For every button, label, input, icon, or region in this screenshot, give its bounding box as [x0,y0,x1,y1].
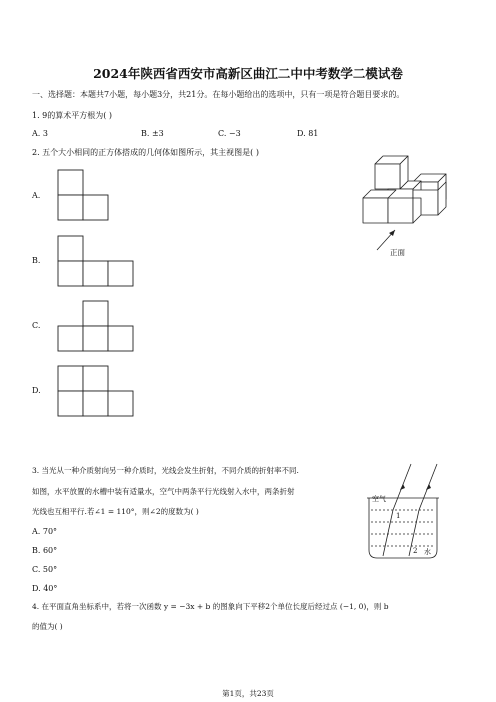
q2-option-d-label: D. [32,386,41,395]
q2-option-c-label: C. [32,321,41,330]
page-title: 2024年陕西省西安市高新区曲江二中中考数学二模试卷 [93,66,403,81]
section-heading: 一、选择题：本题共7小题，每小题3分，共21分。在每小题给出的选项中，只有一项是符合题目要求的。 [32,90,405,99]
q3-air-label: 空气 [372,495,386,503]
q1-option-b: B. ±3 [141,129,164,138]
question-1-stem: 1. 9的算术平方根为( ) [32,111,113,120]
q3-option-d: D. 40° [32,584,58,593]
question-3-line-1: 3. 当光从一种介质射向另一种介质时，光线会发生折射，不同介质的折射率不同. [32,466,299,475]
q2-option-b-figure [58,236,136,288]
question-4-line-1: 4. 在平面直角坐标系中，若将一次函数 y = −3x + b 的图象向下平移2个单位长度后经过点 (−1, 0)，则 b [32,602,389,611]
q2-option-c-figure [58,301,136,353]
q2-option-d-figure [58,366,136,418]
q1-option-a: A. 3 [32,129,48,138]
page-footer: 第1页，共23页 [222,689,274,698]
question-2-stem: 2. 五个大小相同的正方体搭成的几何体如图所示，其主视图是( ) [32,148,259,157]
question-3-line-3: 光线也互相平行.若∠1 = 110°，则∠2的度数为( ) [32,507,199,516]
question-4-line-2: 的值为( ) [32,622,63,631]
q3-option-b: B. 60° [32,546,58,555]
q2-option-a-figure [58,170,110,222]
q2-option-a-label: A. [32,191,41,200]
q3-angle-2-label: 2 [413,547,418,555]
q3-angle-1-label: 1 [396,512,401,520]
question-3-line-2: 如图，水平放置的水槽中装有适量水，空气中两条平行光线射入水中，两条折射 [32,487,295,496]
q2-front-label: 正面 [390,248,405,257]
q3-option-c: C. 50° [32,565,58,574]
q3-water-tank-figure [365,462,445,570]
q1-option-d: D. 81 [297,129,319,138]
q2-cube-figure-drawing [355,150,455,265]
q3-water-label: 水 [424,548,431,556]
q2-option-b-label: B. [32,256,41,265]
q3-option-a: A. 70° [32,527,58,536]
q1-option-c: C. −3 [218,129,241,138]
